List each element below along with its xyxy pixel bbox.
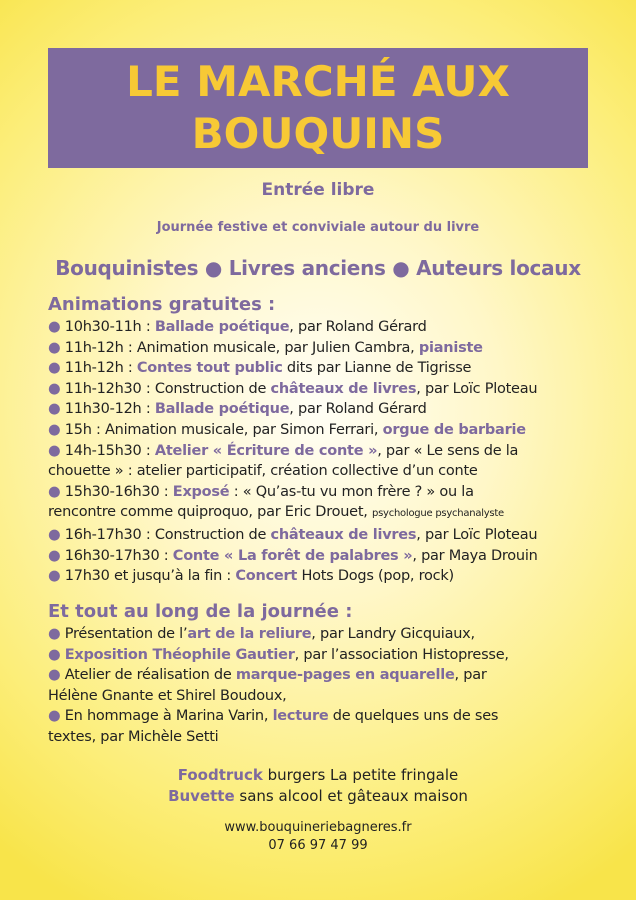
category-livres-anciens: Livres anciens (228, 256, 386, 280)
highlight-text: marque-pages en aquarelle (235, 667, 455, 684)
foodtruck-line (0, 765, 636, 786)
item-text: 10h30-11h : (64, 319, 155, 335)
foodtruck-text: burgers La petite fringale (262, 766, 459, 784)
item-text: 11h-12h : Animation musicale, par Julien Cambra, (64, 339, 419, 356)
highlight-text: pianiste (418, 339, 483, 356)
highlight-text: châteaux de livres (270, 526, 417, 543)
item-text: , par Loïc Ploteau (416, 526, 538, 543)
animations-title: Animations gratuites : (48, 294, 276, 315)
item-text: 15h30-16h30 : (64, 483, 173, 500)
list-item (48, 706, 608, 727)
item-text: 16h-17h30 : Construction de (64, 526, 271, 543)
item-text: 11h30-12h : (64, 401, 155, 418)
bullet-icon: ● (48, 483, 61, 500)
categories-line (0, 256, 636, 280)
entree-libre: Entrée libre (261, 180, 375, 200)
highlight-text: Conte « La forêt de palabres » (172, 547, 413, 564)
highlight-text: orgue de barbarie (382, 421, 526, 438)
list-item (48, 525, 608, 546)
highlight-text: châteaux de livres (270, 380, 417, 397)
item-text: 15h : Animation musicale, par Simon Ferrari, (64, 421, 383, 438)
list-item (48, 566, 608, 587)
bullet-icon: ● (48, 568, 61, 585)
title-banner (48, 48, 588, 168)
item-text: , par Landry Gicquiaux, (311, 626, 475, 642)
buvette-line (0, 786, 636, 807)
item-text: Hélène Gnante et Shirel Boudoux, (48, 687, 287, 704)
highlight-text: Ballade poétique (154, 319, 290, 335)
list-item (48, 420, 608, 441)
bullet-icon: ● (48, 526, 61, 543)
list-item (48, 665, 608, 686)
highlight-text: Exposition Théophile Gautier (64, 646, 295, 663)
item-text: 17h30 et jusqu’à la fin : (64, 568, 236, 585)
item-text: 14h-15h30 : (64, 442, 155, 459)
list-item-continuation (48, 502, 608, 525)
bullet-icon: ● (48, 319, 61, 335)
bullet-icon: ● (48, 339, 61, 356)
bullet-icon: ● (48, 442, 61, 459)
item-text: Hots Dogs (pop, rock) (297, 568, 454, 585)
item-text: 16h30-17h30 : (64, 547, 173, 564)
highlight-text: Contes tout public (136, 360, 283, 377)
item-text: 11h-12h : (64, 360, 137, 377)
bullet-icon: ● (48, 547, 61, 564)
item-text: , par « Le sens de la (377, 442, 519, 459)
item-text: textes, par Michèle Setti (48, 728, 219, 745)
bullet-icon: ● (48, 380, 61, 397)
list-item-continuation (48, 461, 608, 482)
bullet-icon: ● (48, 626, 61, 642)
buvette-text: sans alcool et gâteaux maison (234, 787, 468, 805)
list-item-continuation (48, 727, 608, 748)
bullet-icon: ● (48, 401, 61, 418)
category-bouquinistes: Bouquinistes (55, 256, 199, 280)
item-text: Présentation de l’ (64, 626, 188, 642)
title-line-1: LE MARCHÉ AUX (126, 57, 510, 106)
highlight-text: art de la reliure (187, 626, 312, 642)
item-text: 11h-12h30 : Construction de (64, 380, 271, 397)
list-item (48, 338, 608, 359)
item-text: , par Maya Drouin (412, 547, 538, 564)
list-item (48, 624, 608, 645)
item-text: , par Roland Gérard (289, 401, 427, 418)
list-item (48, 546, 608, 567)
foodtruck-label: Foodtruck (177, 766, 263, 784)
list-item (48, 645, 608, 666)
list-item (48, 399, 608, 420)
journee-long-title: Et tout au long de la journée : (48, 601, 353, 622)
highlight-text: Exposé (172, 483, 230, 500)
item-text: , par l’association Histopresse, (294, 646, 509, 663)
bullet-icon: ● (48, 360, 61, 377)
highlight-text: Concert (235, 568, 298, 585)
phone-number: 07 66 97 47 99 (268, 838, 368, 853)
highlight-text: Atelier « Écriture de conte » (154, 442, 378, 459)
list-item-continuation (48, 686, 608, 707)
buvette-label: Buvette (168, 787, 235, 805)
bullet-icon: ● (385, 256, 417, 280)
item-text: , par Roland Gérard (289, 319, 427, 335)
list-item (48, 482, 608, 503)
bullet-icon: ● (48, 646, 61, 663)
bullet-icon: ● (48, 421, 61, 438)
website-link[interactable]: www.bouquineriebagneres.fr (224, 820, 412, 835)
item-text: rencontre comme quiproquo, par Eric Drouet, (48, 504, 372, 521)
item-text: , par (454, 667, 487, 684)
journee-subtitle: Journée festive et conviviale autour du livre (156, 220, 480, 235)
animations-list (48, 317, 608, 587)
item-text: dits par Lianne de Tigrisse (282, 360, 472, 377)
animations-section (48, 293, 608, 587)
journee-section (48, 600, 608, 748)
bullet-icon: ● (48, 708, 61, 725)
list-item (48, 379, 608, 400)
category-auteurs-locaux: Auteurs locaux (416, 256, 581, 280)
item-text: En hommage à Marina Varin, (64, 708, 273, 725)
item-text: : « Qu’as-tu vu mon frère ? » ou la (229, 483, 474, 500)
title-line-2: BOUQUINS (191, 109, 445, 158)
list-item (48, 317, 608, 338)
bullet-icon: ● (48, 667, 61, 684)
item-text: , par Loïc Ploteau (416, 380, 538, 397)
item-text: chouette » : atelier participatif, création collective d’un conte (48, 463, 478, 480)
list-item (48, 441, 608, 462)
bullet-icon: ● (198, 256, 229, 280)
journee-list (48, 624, 608, 748)
list-item (48, 358, 608, 379)
item-text: de quelques uns de ses (328, 708, 499, 725)
item-text: Atelier de réalisation de (64, 667, 236, 684)
item-text: psychologue psychanalyste (371, 508, 504, 520)
highlight-text: lecture (272, 708, 329, 725)
highlight-text: Ballade poétique (154, 401, 290, 418)
